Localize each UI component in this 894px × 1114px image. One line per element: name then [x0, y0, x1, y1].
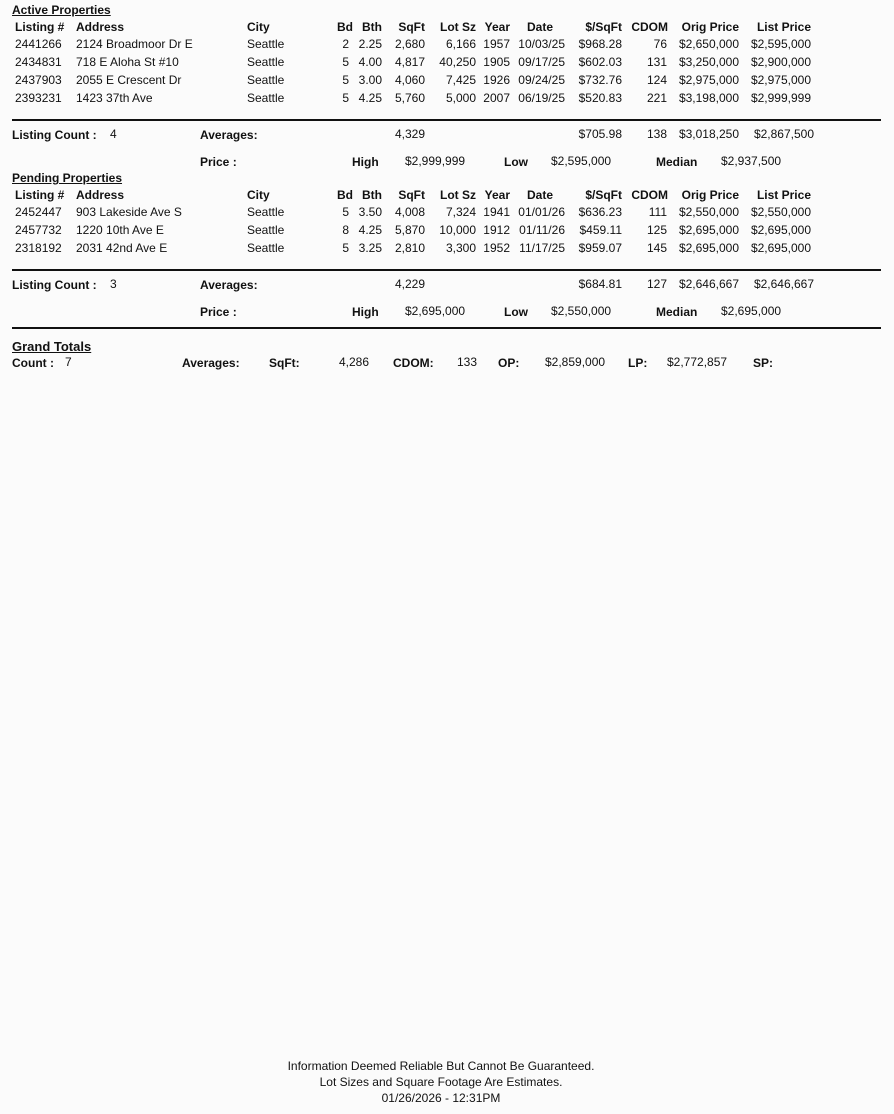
column-header-listing: Listing # [15, 20, 65, 34]
table-cell-lot: 10,000 [439, 223, 476, 237]
table-cell-bd: 5 [342, 205, 349, 219]
section-divider [12, 119, 881, 121]
table-cell-ppsf: $732.76 [578, 73, 622, 87]
avg-list-value: $2,646,667 [753, 277, 814, 291]
table-cell-bd: 5 [342, 241, 349, 255]
grand-totals-title: Grand Totals [12, 339, 92, 354]
price-median-label: Median [656, 305, 698, 319]
table-cell-cdom: 131 [646, 55, 667, 69]
price-label: Price : [200, 155, 237, 169]
table-cell-city: Seattle [247, 205, 285, 219]
column-header-lot: Lot Sz [440, 20, 476, 34]
table-cell-year: 1957 [483, 37, 510, 51]
table-cell-lot: 5,000 [445, 91, 476, 105]
avg-sqft-value: 4,329 [394, 127, 425, 141]
table-cell-orig: $3,250,000 [678, 55, 739, 69]
table-cell-sqft: 2,680 [394, 37, 425, 51]
table-cell-orig: $2,975,000 [678, 73, 739, 87]
listing-count-label: Listing Count : [12, 278, 97, 292]
column-header-sqft: SqFt [398, 188, 425, 202]
table-cell-lot: 6,166 [445, 37, 476, 51]
column-header-cdom: CDOM [631, 20, 668, 34]
table-cell-list: $2,550,000 [750, 205, 811, 219]
table-cell-bth: 2.25 [358, 37, 382, 51]
column-header-bth: Bth [362, 188, 382, 202]
table-cell-address: 1423 37th Ave [76, 91, 153, 105]
column-header-bth: Bth [362, 20, 382, 34]
table-cell-bd: 8 [342, 223, 349, 237]
table-cell-listing: 2452447 [15, 205, 62, 219]
table-cell-listing: 2441266 [15, 37, 62, 51]
column-header-date: Date [526, 20, 553, 34]
table-cell-orig: $2,695,000 [678, 223, 739, 237]
table-cell-date: 06/19/25 [518, 91, 565, 105]
column-header-orig: Orig Price [681, 188, 739, 202]
avg-sqft-value: 4,229 [394, 277, 425, 291]
avg-list-value: $2,867,500 [753, 127, 814, 141]
table-cell-address: 2124 Broadmoor Dr E [76, 37, 193, 51]
grand-sp-label: SP: [753, 356, 774, 370]
column-header-city: City [247, 188, 270, 202]
table-cell-listing: 2457732 [15, 223, 62, 237]
table-cell-year: 2007 [483, 91, 510, 105]
price-high-label: High [352, 155, 379, 169]
avg-orig-value: $2,646,667 [678, 277, 739, 291]
column-header-cdom: CDOM [631, 188, 668, 202]
table-cell-address: 718 E Aloha St #10 [76, 55, 179, 69]
column-header-ppsf: $/SqFt [585, 188, 622, 202]
table-cell-bth: 4.00 [358, 55, 382, 69]
listing-count-value: 4 [110, 127, 117, 141]
averages-label: Averages: [200, 278, 258, 292]
table-cell-list: $2,695,000 [750, 241, 811, 255]
footer-disclaimer: Information Deemed Reliable But Cannot Be Guaranteed. [287, 1059, 595, 1073]
table-cell-address: 2055 E Crescent Dr [76, 73, 182, 87]
column-header-year: Year [484, 20, 510, 34]
table-cell-ppsf: $959.07 [578, 241, 622, 255]
table-cell-bd: 2 [342, 37, 349, 51]
grand-sqft-label: SqFt: [269, 356, 300, 370]
table-cell-ppsf: $520.83 [578, 91, 622, 105]
table-cell-sqft: 4,817 [394, 55, 425, 69]
table-cell-year: 1926 [483, 73, 510, 87]
table-cell-sqft: 5,870 [394, 223, 425, 237]
table-cell-cdom: 145 [646, 241, 667, 255]
grand-op-label: OP: [498, 356, 520, 370]
footer-estimates-note: Lot Sizes and Square Footage Are Estimates. [319, 1075, 563, 1089]
table-cell-list: $2,900,000 [750, 55, 811, 69]
column-header-address: Address [76, 188, 125, 202]
grand-lp-value: $2,772,857 [667, 355, 728, 369]
price-median-value: $2,695,000 [721, 304, 782, 318]
price-label: Price : [200, 305, 237, 319]
column-header-address: Address [76, 20, 125, 34]
price-high-value: $2,999,999 [405, 154, 466, 168]
table-cell-sqft: 2,810 [394, 241, 425, 255]
table-cell-city: Seattle [247, 37, 285, 51]
avg-cdom-value: 138 [646, 127, 667, 141]
section-title: Pending Properties [12, 171, 123, 185]
column-header-sqft: SqFt [398, 20, 425, 34]
column-header-bd: Bd [337, 188, 353, 202]
table-cell-lot: 7,324 [445, 205, 476, 219]
table-cell-lot: 40,250 [439, 55, 476, 69]
table-cell-date: 10/03/25 [518, 37, 565, 51]
price-low-label: Low [504, 305, 528, 319]
column-header-city: City [247, 20, 270, 34]
table-cell-sqft: 4,008 [394, 205, 425, 219]
table-cell-date: 01/11/26 [519, 223, 565, 237]
avg-ppsf-value: $705.98 [578, 127, 622, 141]
table-cell-listing: 2434831 [15, 55, 62, 69]
grand-count-value: 7 [65, 355, 72, 369]
table-cell-address: 2031 42nd Ave E [76, 241, 168, 255]
price-low-value: $2,595,000 [551, 154, 612, 168]
table-cell-bd: 5 [342, 91, 349, 105]
column-header-bd: Bd [337, 20, 353, 34]
avg-cdom-value: 127 [646, 277, 667, 291]
table-cell-ppsf: $968.28 [578, 37, 622, 51]
table-cell-date: 09/24/25 [518, 73, 565, 87]
section-title: Active Properties [12, 3, 111, 17]
listing-count-value: 3 [110, 277, 117, 291]
table-cell-ppsf: $602.03 [578, 55, 622, 69]
price-low-label: Low [504, 155, 528, 169]
table-cell-orig: $2,550,000 [678, 205, 739, 219]
grand-sqft-value: 4,286 [339, 355, 370, 369]
table-cell-bd: 5 [342, 55, 349, 69]
table-cell-ppsf: $459.11 [579, 223, 622, 237]
table-cell-city: Seattle [247, 223, 285, 237]
table-cell-bd: 5 [342, 73, 349, 87]
column-header-ppsf: $/SqFt [585, 20, 622, 34]
grand-cdom-value: 133 [457, 355, 478, 369]
table-cell-bth: 4.25 [358, 91, 382, 105]
listing-count-label: Listing Count : [12, 128, 97, 142]
grand-averages-label: Averages: [182, 356, 240, 370]
column-header-date: Date [526, 188, 553, 202]
table-cell-list: $2,695,000 [750, 223, 811, 237]
grand-op-value: $2,859,000 [545, 355, 606, 369]
table-cell-list: $2,999,999 [750, 91, 811, 105]
price-high-value: $2,695,000 [405, 304, 466, 318]
grand-cdom-label: CDOM: [393, 356, 434, 370]
table-cell-city: Seattle [247, 91, 285, 105]
table-cell-city: Seattle [247, 73, 285, 87]
table-cell-cdom: 221 [646, 91, 667, 105]
table-cell-year: 1905 [483, 55, 510, 69]
table-cell-bth: 3.25 [358, 241, 382, 255]
avg-orig-value: $3,018,250 [678, 127, 739, 141]
avg-ppsf-value: $684.81 [578, 277, 622, 291]
column-header-list: List Price [756, 188, 811, 202]
table-cell-cdom: 76 [653, 37, 667, 51]
table-cell-orig: $2,650,000 [678, 37, 739, 51]
column-header-orig: Orig Price [681, 20, 739, 34]
column-header-year: Year [484, 188, 510, 202]
table-cell-cdom: 111 [648, 205, 667, 219]
table-cell-date: 11/17/25 [519, 241, 565, 255]
table-cell-sqft: 5,760 [394, 91, 425, 105]
column-header-lot: Lot Sz [440, 188, 476, 202]
price-low-value: $2,550,000 [551, 304, 612, 318]
table-cell-city: Seattle [247, 241, 285, 255]
table-cell-listing: 2318192 [15, 241, 62, 255]
price-median-label: Median [656, 155, 698, 169]
table-cell-lot: 7,425 [445, 73, 476, 87]
table-cell-city: Seattle [247, 55, 285, 69]
table-cell-address: 1220 10th Ave E [76, 223, 164, 237]
table-cell-bth: 4.25 [358, 223, 382, 237]
table-cell-listing: 2393231 [15, 91, 62, 105]
table-cell-list: $2,975,000 [750, 73, 811, 87]
table-cell-ppsf: $636.23 [578, 205, 622, 219]
table-cell-address: 903 Lakeside Ave S [76, 205, 182, 219]
averages-label: Averages: [200, 128, 258, 142]
grand-count-label: Count : [12, 356, 54, 370]
section-divider [12, 269, 881, 271]
table-cell-orig: $3,198,000 [678, 91, 739, 105]
table-cell-year: 1912 [483, 223, 510, 237]
column-header-listing: Listing # [15, 188, 65, 202]
table-cell-year: 1952 [483, 241, 510, 255]
table-cell-cdom: 124 [646, 73, 667, 87]
table-cell-lot: 3,300 [445, 241, 476, 255]
table-cell-listing: 2437903 [15, 73, 62, 87]
price-median-value: $2,937,500 [721, 154, 782, 168]
footer-timestamp: 01/26/2026 - 12:31PM [381, 1091, 501, 1105]
grand-totals-divider [12, 327, 881, 329]
table-cell-orig: $2,695,000 [678, 241, 739, 255]
table-cell-year: 1941 [483, 205, 510, 219]
grand-lp-label: LP: [628, 356, 648, 370]
table-cell-sqft: 4,060 [394, 73, 425, 87]
price-high-label: High [352, 305, 379, 319]
table-cell-cdom: 125 [646, 223, 667, 237]
table-cell-date: 01/01/26 [518, 205, 565, 219]
column-header-list: List Price [756, 20, 811, 34]
table-cell-date: 09/17/25 [518, 55, 565, 69]
table-cell-bth: 3.00 [358, 73, 382, 87]
table-cell-list: $2,595,000 [750, 37, 811, 51]
table-cell-bth: 3.50 [358, 205, 382, 219]
